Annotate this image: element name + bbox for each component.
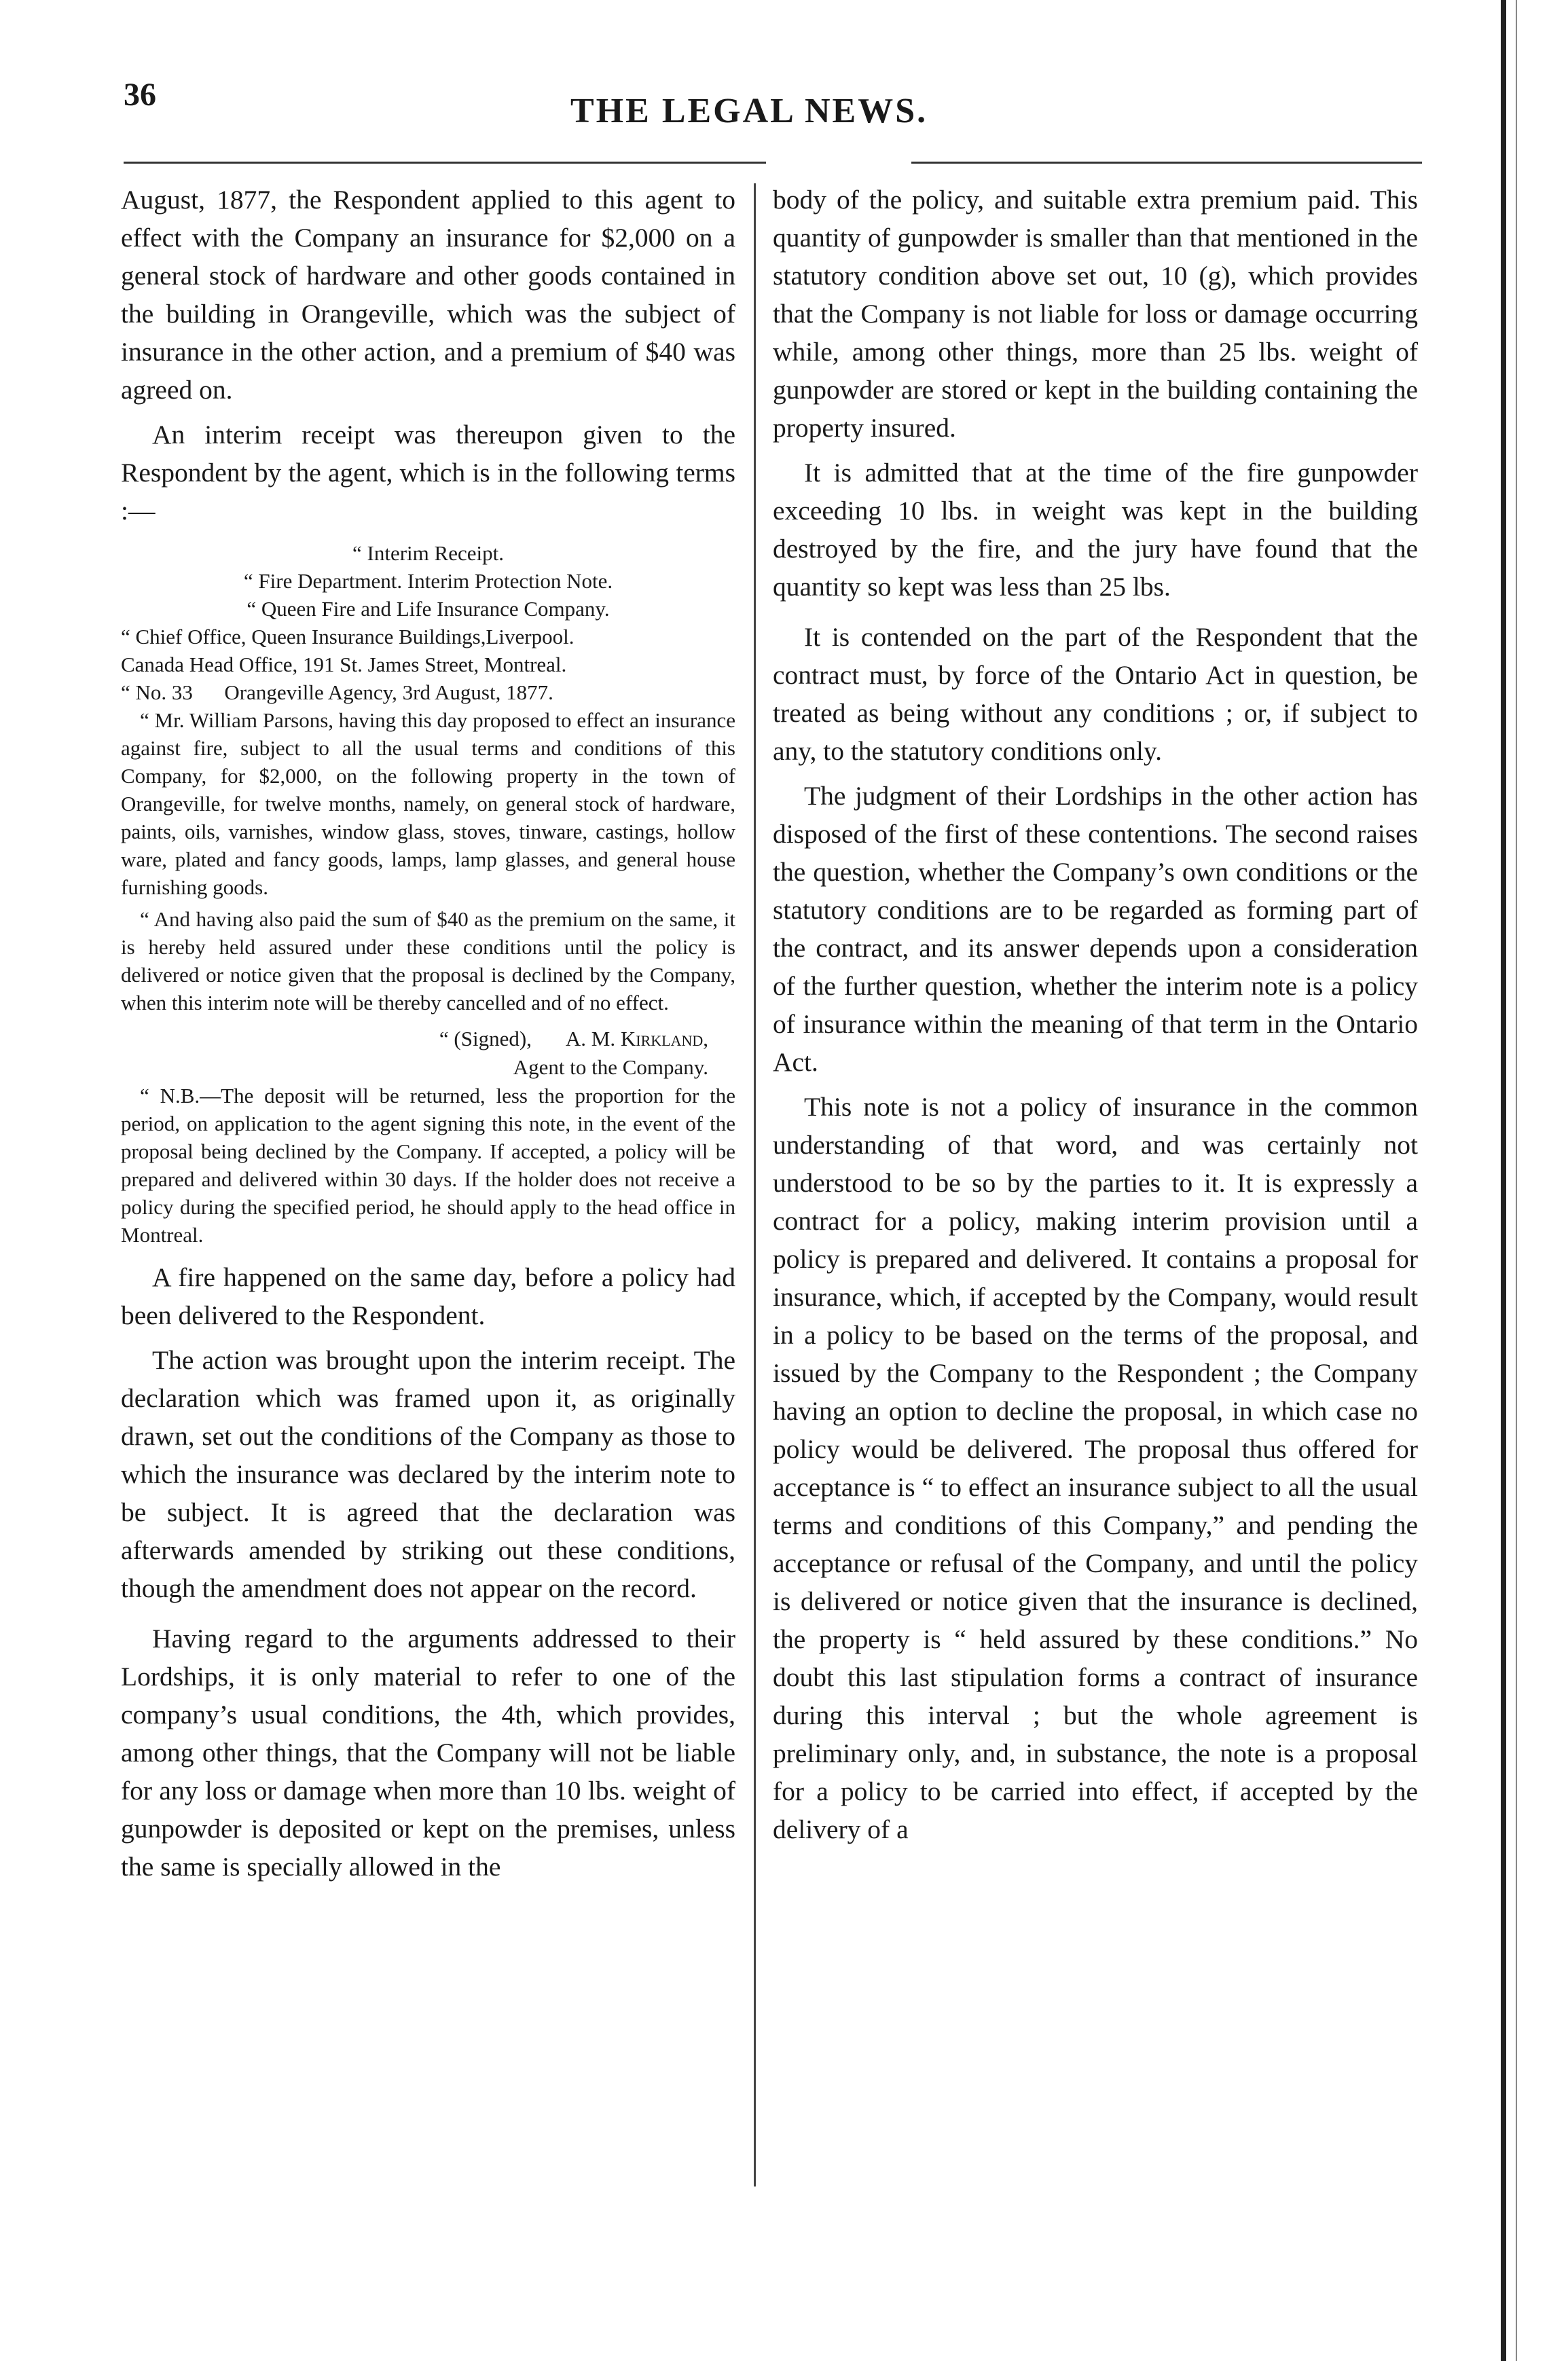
signer-role: Agent to the Company. (513, 1055, 708, 1079)
signer-name: A. M. Kirkland, (565, 1027, 708, 1050)
paragraph: August, 1877, the Respondent applied to this agent to effect with the Company an insurance for $2,000 on a general stock of hardware and other goods contained in the building in Orangeville, which was the subject of insurance in the other action, and a premium of $40 was agreed on. (121, 185, 735, 405)
receipt-body: “ And having also paid the sum of $40 as the premium on the same, it is hereby held assured under these conditions until the policy is delivered or notice given that the proposal is declined by the Company, when this interim note will be thereby cancelled and of no effect. (121, 907, 735, 1014)
page-number: 36 (124, 77, 156, 113)
header-rule-right (911, 162, 1422, 164)
paragraph: An interim receipt was thereupon given to the Respondent by the agent, which is in the following terms :— (121, 420, 735, 526)
receipt-nb: “ N.B.—The deposit will be returned, less the proportion for the period, on application to the agent signing this note, in the event of the proposal being declined by the Company. If accepted, a policy will be prepared and delivered within 30 days. If the holder does not receive a policy during the specified period, he should apply to the head office in Montreal. (121, 1084, 735, 1247)
page-edge-line-thin (1516, 0, 1517, 2361)
paragraph: The action was brought upon the interim receipt. The declaration which was framed upon it, as originally drawn, set out the conditions of the Company as those to which the insurance was declared by the interim note to be subject. It is agreed that the declaration was afterwards amended by striking out these conditions, though the amendment does not appear on the record. (121, 1345, 735, 1603)
receipt-title: “ Interim Receipt. (352, 541, 504, 565)
header-rule-left (124, 162, 766, 164)
paragraph: A fire happened on the same day, before a policy had been delivered to the Respondent. (121, 1262, 735, 1330)
running-title: THE LEGAL NEWS. (570, 92, 928, 130)
receipt-canada-office: Canada Head Office, 191 St. James Street, Montreal. (121, 653, 567, 676)
right-column (773, 181, 1418, 1848)
receipt-chief-office: “ Chief Office, Queen Insurance Buildings,Liverpool. (121, 625, 575, 648)
receipt-agency-line: “ No. 33 Orangeville Agency, 3rd August, 1877. (121, 680, 553, 704)
receipt-department: “ Fire Department. Interim Protection Note. (243, 569, 613, 593)
signed-label: “ (Signed), (439, 1027, 532, 1050)
paragraph: It is contended on the part of the Respondent that the contract must, by force of the Ontario Act in question, be treated as being without any conditions ; or, if subject to any, to the statutory conditions only. (773, 622, 1418, 766)
receipt-company: “ Queen Fire and Life Insurance Company. (247, 597, 610, 621)
paragraph: This note is not a policy of insurance in the common understanding of that word, and was certainly not understood to be so by the parties to it. It is expressly a contract for a policy, making interim provision until a policy is prepared and delivered. It contains a proposal for insurance, which, if accepted by the Company, would result in a policy to be based on the terms of the proposal, and issued by the Company to the Respondent ; the Company having an option to decline the proposal, in which case no policy would be delivered. The proposal thus offered for acceptance is “ to effect an insurance subject to all the usual terms and conditions of this Company,” and pending the acceptance or refusal of the Company, and until the policy is delivered or notice given that the insurance is declined, the property is “ held assured by these conditions.” No doubt this last stipulation forms a contract of insurance during this interval ; but the whole agreement is preliminary only, and, in substance, the note is a proposal for a policy to be carried into effect, if accepted by the delivery of a (773, 1092, 1418, 1844)
paragraph: Having regard to the arguments addressed to their Lordships, it is only material to refer to one of the company’s usual conditions, the 4th, which provides, among other things, that the Company will not be liable for any loss or damage when more than 10 lbs. weight of gunpowder is deposited or kept on the premises, unless the same is specially allowed in the (121, 1624, 735, 1882)
paragraph: body of the policy, and suitable extra premium paid. This quantity of gunpowder is smaller than that mentioned in the statutory condition above set out, 10 (g), which provides that the Company is not liable for loss or damage occurring while, among other things, more than 25 lbs. weight of gunpowder are stored or kept in the building containing the property insured. (773, 185, 1418, 443)
signature-line (121, 1025, 735, 1053)
receipt-body: “ Mr. William Parsons, having this day proposed to effect an insurance against fire, subject to all the usual terms and conditions of this Company, for $2,000, on the following property in the town of Orangeville, for twelve months, namely, on general stock of hardware, paints, oils, varnishes, window glass, stoves, tinware, castings, hollow ware, plated and fancy goods, lamps, lamp glasses, and general house furnishing goods. (121, 708, 735, 899)
paragraph: The judgment of their Lordships in the other action has disposed of the first of these contentions. The second raises the question, whether the Company’s own conditions or the statutory conditions are to be regarded as forming part of the contract, and its answer depends upon a consideration of the further question, whether the interim note is a policy of insurance within the meaning of that term in the Ontario Act. (773, 781, 1418, 1077)
column-divider (754, 183, 756, 2186)
left-column (121, 181, 735, 1886)
paragraph: It is admitted that at the time of the fire gunpowder exceeding 10 lbs. in weight was kept in the building destroyed by the fire, and the jury have found that the quantity so kept was less than 25 lbs. (773, 458, 1418, 602)
page-edge-line (1501, 0, 1506, 2361)
interim-receipt-quote (121, 539, 735, 1249)
